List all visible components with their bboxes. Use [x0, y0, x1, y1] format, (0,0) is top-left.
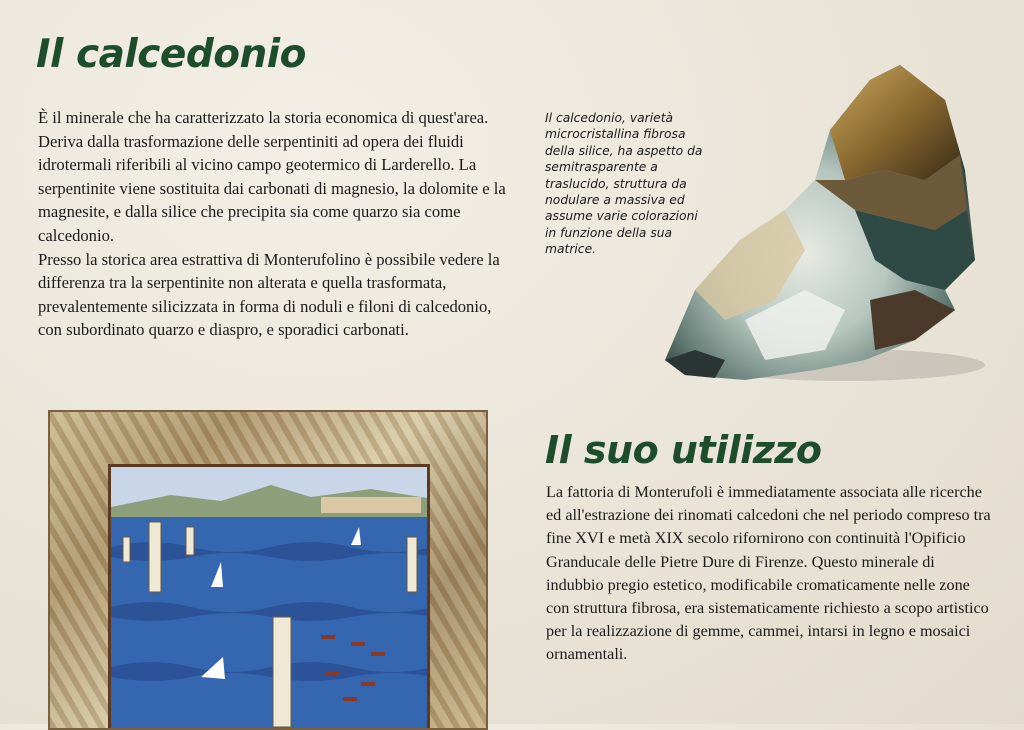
page-title: Il calcedonio	[36, 32, 306, 77]
chalcedony-specimen-image	[655, 60, 985, 404]
mosaic-harbor-scene	[108, 464, 430, 730]
intro-paragraph-1: È il minerale che ha caratterizzato la storia economica di quest'area. Deriva dalla trasformazione delle serpentiniti ad opera dei fluidi idrotermali riferibili al vicino campo geotermico di Larderello. La serpentinite viene sostituita dai carbonati di magnesio, la dolomite e la magnesite, e dalla silice che precipita sia come quarzo sia come calcedonio.	[38, 108, 506, 245]
intro-paragraph-2: Presso la storica area estrattiva di Monterufolino è possibile vedere la differenza tra la serpentinite non alterata e quella trasformata, prevalentemente silicizzata in forma di noduli e filoni di calcedonio, con subordinato quarzo e diaspro, e sporadici carbonati.	[38, 249, 500, 340]
mosaic-image	[48, 410, 488, 730]
mineral-caption: Il calcedonio, varietà microcristallina fibrosa della silice, ha aspetto da semitrasparente a traslucido, struttura da nodulare a massiva ed assume varie colorazioni in funzione della sua matrice.	[545, 111, 703, 257]
intro-text	[38, 106, 518, 342]
usage-heading: Il suo utilizzo	[545, 428, 822, 472]
usage-text: La fattoria di Monterufoli è immediatamente associata alle ricerche ed all'estrazione dei rinomati calcedoni che nel periodo compreso tra fine XVI e metà XIX secolo rifornirono con continuità l'Opificio Granducale delle Pietre Dure di Firenze. Questo minerale di indubbio pregio estetico, modificabile cromaticamente nelle zone con struttura fibrosa, era sistematicamente richiesto a scopo artistico per la realizzazione di gemme, cammei, intarsi in legno e mosaici ornamentali.	[546, 483, 991, 664]
